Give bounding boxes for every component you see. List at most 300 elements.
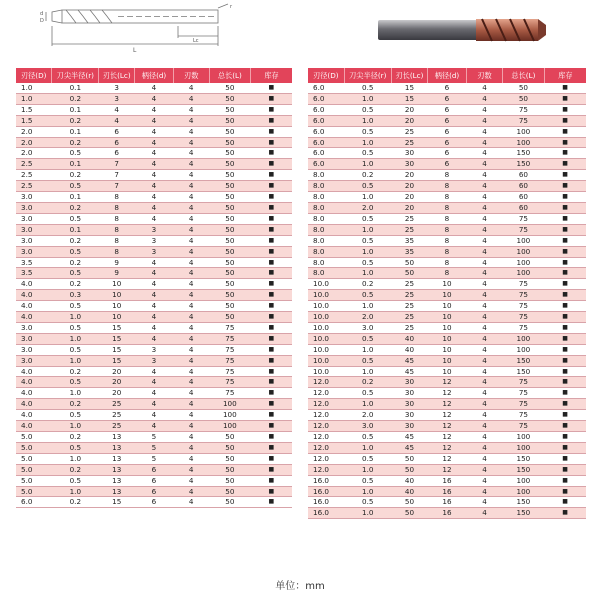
cell-cutting-length: 35 [391, 246, 427, 257]
stock-indicator: ■ [544, 137, 586, 148]
table-row [16, 224, 292, 235]
cell-shank-diameter: 6 [428, 137, 467, 148]
cell-cutting-diameter: 4.0 [16, 388, 52, 399]
stock-indicator: ■ [544, 508, 586, 519]
cell-cutting-length: 10 [99, 290, 135, 301]
cell-corner-radius: 0.5 [52, 301, 99, 312]
cell-cutting-length: 25 [391, 137, 427, 148]
cell-overall-length: 60 [503, 170, 545, 181]
cell-shank-diameter: 6 [135, 464, 174, 475]
cell-flutes: 4 [466, 137, 502, 148]
cell-corner-radius: 1.0 [344, 301, 391, 312]
cell-cutting-diameter: 16.0 [308, 508, 344, 519]
cell-shank-diameter: 6 [135, 497, 174, 508]
stock-indicator: ■ [251, 377, 292, 388]
cell-cutting-diameter: 5.0 [16, 475, 52, 486]
cell-cutting-diameter: 2.0 [16, 126, 52, 137]
cell-cutting-diameter: 3.0 [16, 213, 52, 224]
cell-cutting-length: 35 [391, 235, 427, 246]
drawing-label-Lc: Lc [193, 38, 199, 44]
cell-overall-length: 50 [209, 235, 250, 246]
cell-cutting-length: 20 [391, 181, 427, 192]
stock-indicator: ■ [251, 83, 292, 93]
header-shank-diameter: 柄径(d) [428, 68, 467, 83]
cell-cutting-length: 20 [391, 202, 427, 213]
cell-cutting-diameter: 5.0 [16, 442, 52, 453]
cell-flutes: 4 [466, 432, 502, 443]
table-row [16, 301, 292, 312]
stock-indicator: ■ [544, 126, 586, 137]
cell-corner-radius: 0.5 [52, 344, 99, 355]
cell-corner-radius: 1.0 [344, 224, 391, 235]
table-row [16, 279, 292, 290]
cell-cutting-length: 50 [391, 453, 427, 464]
stock-indicator: ■ [544, 181, 586, 192]
cell-flutes: 4 [173, 497, 209, 508]
stock-indicator: ■ [544, 497, 586, 508]
stock-indicator: ■ [251, 224, 292, 235]
cell-corner-radius: 0.1 [52, 83, 99, 93]
cell-cutting-diameter: 6.0 [308, 126, 344, 137]
cell-cutting-length: 50 [391, 268, 427, 279]
cell-flutes: 4 [466, 388, 502, 399]
table-row [16, 104, 292, 115]
cell-shank-diameter: 8 [428, 257, 467, 268]
header-corner-radius: 刀尖半径(r) [344, 68, 391, 83]
cell-flutes: 4 [466, 202, 502, 213]
cell-cutting-length: 3 [99, 83, 135, 93]
cell-corner-radius: 0.5 [344, 290, 391, 301]
cell-cutting-length: 13 [99, 453, 135, 464]
cell-cutting-length: 20 [391, 104, 427, 115]
table-row [308, 137, 586, 148]
cell-overall-length: 150 [503, 464, 545, 475]
cell-cutting-length: 20 [99, 388, 135, 399]
cell-cutting-length: 6 [99, 137, 135, 148]
cell-corner-radius: 0.5 [52, 213, 99, 224]
cell-shank-diameter: 12 [428, 377, 467, 388]
cell-cutting-length: 15 [99, 355, 135, 366]
stock-indicator: ■ [251, 137, 292, 148]
table-row [308, 159, 586, 170]
cell-corner-radius: 0.5 [52, 181, 99, 192]
table-row [16, 355, 292, 366]
cell-cutting-length: 9 [99, 268, 135, 279]
cell-cutting-diameter: 1.5 [16, 115, 52, 126]
table-row [308, 181, 586, 192]
cell-cutting-length: 4 [99, 104, 135, 115]
cell-cutting-length: 45 [391, 355, 427, 366]
cell-cutting-length: 50 [391, 257, 427, 268]
cell-corner-radius: 1.0 [344, 508, 391, 519]
cell-shank-diameter: 4 [135, 159, 174, 170]
stock-indicator: ■ [251, 268, 292, 279]
cell-cutting-length: 30 [391, 159, 427, 170]
cell-flutes: 4 [466, 159, 502, 170]
cell-shank-diameter: 12 [428, 388, 467, 399]
cell-corner-radius: 0.2 [344, 279, 391, 290]
cell-overall-length: 60 [503, 202, 545, 213]
cell-shank-diameter: 4 [135, 257, 174, 268]
cell-cutting-diameter: 3.0 [16, 344, 52, 355]
cell-cutting-length: 10 [99, 279, 135, 290]
cell-cutting-length: 6 [99, 126, 135, 137]
stock-indicator: ■ [544, 279, 586, 290]
table-row [308, 213, 586, 224]
cell-shank-diameter: 4 [135, 333, 174, 344]
cell-cutting-length: 45 [391, 366, 427, 377]
cell-corner-radius: 0.5 [344, 432, 391, 443]
cell-flutes: 4 [466, 224, 502, 235]
cell-shank-diameter: 6 [428, 148, 467, 159]
cell-cutting-diameter: 3.0 [16, 355, 52, 366]
cell-flutes: 4 [466, 104, 502, 115]
table-row [16, 344, 292, 355]
cell-cutting-length: 50 [391, 508, 427, 519]
cell-cutting-diameter: 12.0 [308, 388, 344, 399]
cell-overall-length: 150 [503, 148, 545, 159]
cell-flutes: 4 [173, 301, 209, 312]
cell-corner-radius: 0.5 [344, 333, 391, 344]
cell-cutting-length: 3 [99, 93, 135, 104]
cell-shank-diameter: 6 [428, 104, 467, 115]
cell-cutting-diameter: 8.0 [308, 257, 344, 268]
cell-overall-length: 100 [503, 137, 545, 148]
cell-cutting-length: 8 [99, 246, 135, 257]
cell-flutes: 4 [173, 268, 209, 279]
cell-corner-radius: 1.0 [52, 421, 99, 432]
cell-flutes: 4 [466, 257, 502, 268]
header-overall-length: 总长(L) [209, 68, 250, 83]
cell-cutting-length: 25 [99, 410, 135, 421]
table-row [308, 399, 586, 410]
cell-flutes: 4 [466, 475, 502, 486]
stock-indicator: ■ [544, 159, 586, 170]
table-row [16, 464, 292, 475]
cell-corner-radius: 2.0 [344, 312, 391, 323]
cell-shank-diameter: 4 [135, 115, 174, 126]
cell-flutes: 4 [173, 388, 209, 399]
table-header-row [308, 68, 586, 83]
cell-cutting-diameter: 2.5 [16, 170, 52, 181]
table-row [16, 497, 292, 508]
cell-flutes: 4 [173, 93, 209, 104]
cell-corner-radius: 0.1 [52, 192, 99, 203]
cell-shank-diameter: 5 [135, 453, 174, 464]
cell-overall-length: 50 [209, 257, 250, 268]
cell-shank-diameter: 12 [428, 432, 467, 443]
cell-cutting-length: 40 [391, 486, 427, 497]
cell-overall-length: 75 [503, 104, 545, 115]
cell-cutting-diameter: 12.0 [308, 410, 344, 421]
cell-overall-length: 100 [503, 442, 545, 453]
cell-cutting-length: 13 [99, 432, 135, 443]
cell-flutes: 4 [173, 83, 209, 93]
cell-cutting-diameter: 8.0 [308, 192, 344, 203]
cell-shank-diameter: 8 [428, 170, 467, 181]
table-row [308, 148, 586, 159]
cell-flutes: 4 [466, 126, 502, 137]
cell-overall-length: 75 [209, 322, 250, 333]
cell-shank-diameter: 10 [428, 355, 467, 366]
stock-indicator: ■ [251, 497, 292, 508]
cell-flutes: 4 [173, 126, 209, 137]
cell-cutting-diameter: 10.0 [308, 344, 344, 355]
cell-overall-length: 75 [503, 312, 545, 323]
unit-label: 单位：mm [275, 581, 325, 592]
cell-cutting-diameter: 12.0 [308, 399, 344, 410]
cell-shank-diameter: 10 [428, 344, 467, 355]
cell-corner-radius: 0.3 [52, 290, 99, 301]
cell-cutting-length: 20 [99, 377, 135, 388]
cell-cutting-length: 8 [99, 235, 135, 246]
table-row [308, 235, 586, 246]
cell-flutes: 4 [466, 464, 502, 475]
cell-cutting-length: 15 [99, 497, 135, 508]
header-stock: 库存 [544, 68, 586, 83]
cell-flutes: 4 [173, 246, 209, 257]
cell-shank-diameter: 8 [428, 192, 467, 203]
flute-lines [66, 10, 112, 23]
stock-indicator: ■ [544, 388, 586, 399]
cell-overall-length: 50 [209, 486, 250, 497]
cell-shank-diameter: 8 [428, 246, 467, 257]
cell-flutes: 4 [466, 290, 502, 301]
cell-shank-diameter: 4 [135, 83, 174, 93]
cell-overall-length: 50 [209, 464, 250, 475]
table-row [308, 497, 586, 508]
cell-corner-radius: 2.0 [344, 202, 391, 213]
table-row [16, 159, 292, 170]
cell-cutting-diameter: 4.0 [16, 377, 52, 388]
cell-flutes: 4 [466, 344, 502, 355]
cell-overall-length: 50 [209, 213, 250, 224]
table-row [308, 388, 586, 399]
cell-overall-length: 50 [209, 137, 250, 148]
cell-cutting-length: 15 [99, 333, 135, 344]
cell-cutting-diameter: 6.0 [308, 137, 344, 148]
cell-shank-diameter: 10 [428, 301, 467, 312]
cell-cutting-length: 15 [99, 344, 135, 355]
cell-cutting-length: 25 [391, 290, 427, 301]
cell-cutting-length: 30 [391, 388, 427, 399]
table-row [16, 115, 292, 126]
table-row [16, 322, 292, 333]
spec-table-left-body [16, 83, 292, 508]
cell-flutes: 4 [173, 453, 209, 464]
cell-cutting-length: 15 [99, 322, 135, 333]
cell-shank-diameter: 4 [135, 312, 174, 323]
table-row [16, 126, 292, 137]
cell-corner-radius: 1.0 [52, 388, 99, 399]
cell-shank-diameter: 8 [428, 224, 467, 235]
cell-cutting-diameter: 8.0 [308, 181, 344, 192]
stock-indicator: ■ [544, 453, 586, 464]
table-row [16, 399, 292, 410]
cell-flutes: 4 [173, 257, 209, 268]
spec-table-right-body [308, 83, 586, 519]
stock-indicator: ■ [251, 442, 292, 453]
cell-corner-radius: 0.2 [52, 170, 99, 181]
cell-cutting-diameter: 4.0 [16, 399, 52, 410]
stock-indicator: ■ [544, 475, 586, 486]
cell-cutting-diameter: 2.5 [16, 159, 52, 170]
cell-overall-length: 50 [503, 93, 545, 104]
cell-flutes: 4 [173, 421, 209, 432]
cell-overall-length: 50 [209, 126, 250, 137]
stock-indicator: ■ [251, 486, 292, 497]
cell-shank-diameter: 10 [428, 333, 467, 344]
cell-corner-radius: 0.5 [344, 235, 391, 246]
header-cutting-length: 刃长(Lc) [99, 68, 135, 83]
cell-flutes: 4 [466, 333, 502, 344]
cell-overall-length: 50 [209, 312, 250, 323]
cell-corner-radius: 0.1 [52, 104, 99, 115]
cell-flutes: 4 [466, 115, 502, 126]
cell-cutting-diameter: 6.0 [308, 104, 344, 115]
cell-shank-diameter: 5 [135, 442, 174, 453]
cell-overall-length: 75 [209, 388, 250, 399]
cell-flutes: 4 [466, 312, 502, 323]
cell-shank-diameter: 12 [428, 442, 467, 453]
stock-indicator: ■ [544, 377, 586, 388]
cell-shank-diameter: 6 [428, 83, 467, 93]
cell-cutting-diameter: 3.0 [16, 235, 52, 246]
cell-corner-radius: 1.0 [52, 486, 99, 497]
table-row [308, 126, 586, 137]
table-row [308, 246, 586, 257]
stock-indicator: ■ [544, 202, 586, 213]
cell-cutting-diameter: 5.0 [16, 453, 52, 464]
cell-flutes: 4 [173, 181, 209, 192]
cell-shank-diameter: 4 [135, 213, 174, 224]
cell-overall-length: 75 [209, 366, 250, 377]
table-row [308, 115, 586, 126]
cell-overall-length: 150 [503, 159, 545, 170]
shank [378, 20, 478, 40]
cell-shank-diameter: 10 [428, 279, 467, 290]
cell-cutting-diameter: 1.0 [16, 93, 52, 104]
cell-cutting-diameter: 4.0 [16, 301, 52, 312]
cell-cutting-length: 8 [99, 192, 135, 203]
cell-corner-radius: 1.0 [344, 192, 391, 203]
table-row [308, 279, 586, 290]
cell-shank-diameter: 4 [135, 322, 174, 333]
cell-overall-length: 100 [503, 268, 545, 279]
stock-indicator: ■ [251, 301, 292, 312]
header-stock: 库存 [251, 68, 292, 83]
cell-corner-radius: 3.0 [344, 421, 391, 432]
cell-overall-length: 50 [209, 246, 250, 257]
cell-flutes: 4 [466, 279, 502, 290]
cell-cutting-length: 45 [391, 442, 427, 453]
cell-overall-length: 150 [503, 497, 545, 508]
cell-overall-length: 150 [503, 508, 545, 519]
cell-corner-radius: 1.0 [52, 312, 99, 323]
cell-cutting-diameter: 8.0 [308, 268, 344, 279]
cell-cutting-diameter: 12.0 [308, 377, 344, 388]
cell-corner-radius: 0.5 [52, 246, 99, 257]
table-header-row [16, 68, 292, 83]
table-row [308, 508, 586, 519]
cell-cutting-diameter: 10.0 [308, 322, 344, 333]
cell-cutting-diameter: 3.5 [16, 257, 52, 268]
cell-cutting-length: 20 [391, 192, 427, 203]
cell-cutting-length: 25 [391, 322, 427, 333]
header-cutting-diameter: 刃径(D) [308, 68, 344, 83]
tool-tip [52, 10, 62, 23]
cell-shank-diameter: 4 [135, 366, 174, 377]
cell-shank-diameter: 4 [135, 148, 174, 159]
cell-cutting-length: 25 [391, 213, 427, 224]
cell-cutting-diameter: 8.0 [308, 213, 344, 224]
cell-corner-radius: 1.0 [344, 442, 391, 453]
cell-shank-diameter: 12 [428, 399, 467, 410]
stock-indicator: ■ [251, 104, 292, 115]
cell-cutting-diameter: 3.0 [16, 322, 52, 333]
cell-overall-length: 150 [503, 355, 545, 366]
cell-cutting-diameter: 5.0 [16, 432, 52, 443]
cell-corner-radius: 0.5 [344, 257, 391, 268]
table-row [16, 268, 292, 279]
cell-shank-diameter: 6 [135, 475, 174, 486]
cell-corner-radius: 1.0 [344, 366, 391, 377]
table-row [308, 421, 586, 432]
table-row [308, 377, 586, 388]
cell-flutes: 4 [466, 268, 502, 279]
cell-cutting-length: 25 [391, 224, 427, 235]
cell-cutting-diameter: 12.0 [308, 421, 344, 432]
cell-overall-length: 50 [209, 497, 250, 508]
stock-indicator: ■ [251, 192, 292, 203]
cell-cutting-length: 20 [391, 115, 427, 126]
table-row [308, 290, 586, 301]
cell-cutting-diameter: 8.0 [308, 235, 344, 246]
cell-cutting-length: 13 [99, 486, 135, 497]
cell-cutting-length: 10 [99, 312, 135, 323]
cell-flutes: 4 [466, 453, 502, 464]
cell-flutes: 4 [173, 213, 209, 224]
table-row [16, 290, 292, 301]
cell-shank-diameter: 6 [135, 486, 174, 497]
cell-shank-diameter: 16 [428, 475, 467, 486]
cell-shank-diameter: 12 [428, 421, 467, 432]
cell-overall-length: 50 [209, 181, 250, 192]
cell-overall-length: 100 [209, 410, 250, 421]
cell-corner-radius: 3.0 [344, 322, 391, 333]
cell-cutting-diameter: 10.0 [308, 366, 344, 377]
cell-overall-length: 50 [209, 148, 250, 159]
cell-shank-diameter: 12 [428, 464, 467, 475]
table-row [16, 312, 292, 323]
table-row [16, 432, 292, 443]
cell-overall-length: 50 [209, 290, 250, 301]
cell-shank-diameter: 3 [135, 355, 174, 366]
cell-flutes: 4 [173, 148, 209, 159]
cell-shank-diameter: 4 [135, 170, 174, 181]
cell-flutes: 4 [466, 366, 502, 377]
stock-indicator: ■ [251, 181, 292, 192]
table-row [16, 442, 292, 453]
cell-overall-length: 75 [503, 322, 545, 333]
cell-flutes: 4 [173, 192, 209, 203]
cell-cutting-length: 40 [391, 333, 427, 344]
table-row [308, 301, 586, 312]
spec-table-right [308, 68, 586, 519]
cell-shank-diameter: 8 [428, 181, 467, 192]
cell-corner-radius: 1.0 [344, 268, 391, 279]
cell-corner-radius: 1.0 [344, 93, 391, 104]
